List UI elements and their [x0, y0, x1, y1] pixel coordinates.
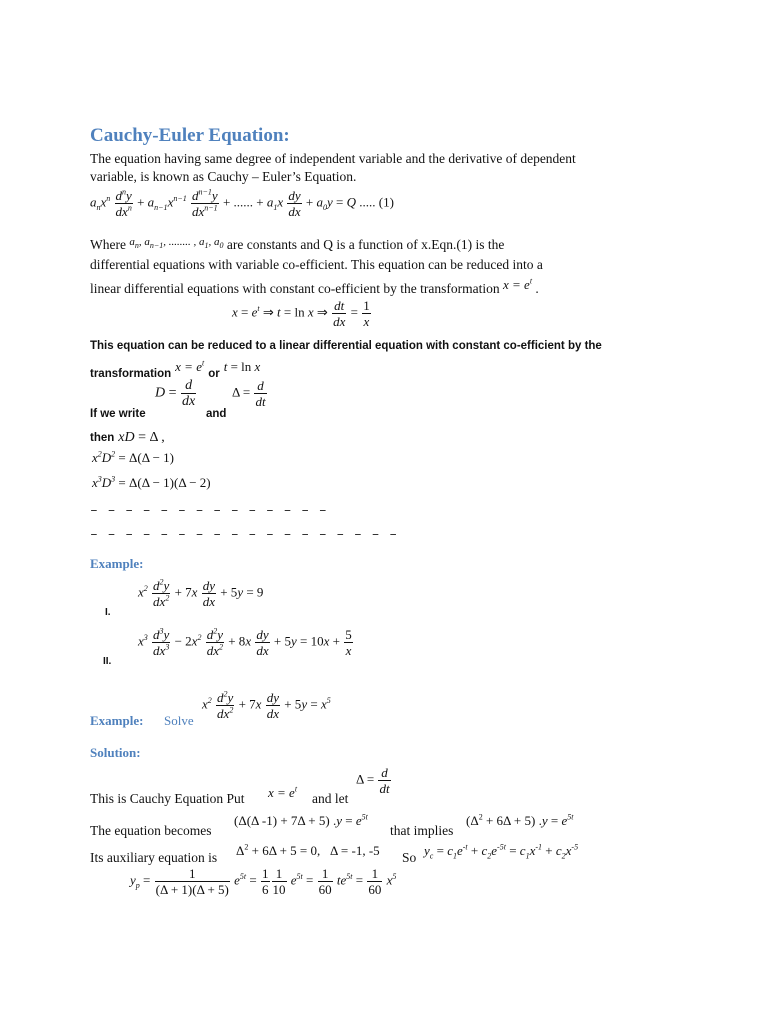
complementary-solution: $y_c = c_1e^{-t} + c_2e^{-5t} = c_1x^{-1} + c_2x^{-5}$ — [424, 842, 579, 861]
aux-eq-text: Its auxiliary equation is — [90, 850, 218, 865]
put-substitution: $x = e^t$ — [268, 784, 298, 800]
implied-equation: $(\Delta^2 + 6\Delta + 5) .y = e^{5t}$ — [466, 812, 574, 828]
roman-numeral-2: II. — [103, 656, 112, 667]
bold-line-1: This equation can be reduced to a linear differential equation with constant co-efficient by the — [90, 340, 602, 352]
bold-or: or — [208, 368, 220, 380]
linear-line: linear differential equations with constant co-efficient by the transformation $x = e^t$ . — [90, 276, 539, 296]
example-heading: Example: — [90, 556, 144, 571]
bold-transformation: transformation — [90, 368, 172, 380]
page-title: Cauchy-Euler Equation: — [90, 125, 290, 146]
and-word: and — [206, 408, 227, 420]
operator-equation: (Δ(Δ -1) + 7Δ + 5) $.y = e^{5t}$ — [234, 812, 368, 828]
roman-numeral-1: I. — [105, 607, 111, 618]
so-word: So — [402, 850, 417, 865]
solve-word: Solve — [164, 713, 194, 728]
where-line — [90, 236, 504, 255]
then-line: then xD = Δ , — [90, 430, 165, 445]
identity-3: $x^3D^3 = \Delta(\Delta - 1)(\Delta - 2)$ — [92, 474, 211, 490]
let-delta: Δ = $\frac{d}{dt}$ — [356, 765, 390, 796]
example-equation-2: $x^3$ $\frac{d^3y}{dx^3}$ − $2x^2$ $\frac{d^2y}{dx^2}$ + 8x $\frac{dy}{dx}$ + 5y = 10x + $\frac{5}{x}$ — [138, 626, 352, 658]
example-equation-1: $x^2$ $\frac{d^2y}{dx^2}$ + 7x $\frac{dy}{dx}$ + 5y = 9 — [138, 577, 264, 609]
linear-line-text: linear differential equations with constant co-efficient by the transformation — [90, 281, 500, 296]
that-implies-text: that implies — [390, 823, 454, 838]
particular-solution: $y_p$ = $\frac{1}{(\Delta + 1)(\Delta + 5)}$ $e^{5t}$ = $\frac{1}{6}$ $\frac{1}{10}$ $e^{5t}$ = $\frac{1}{60}$ $te^{5t}$ = $\frac{1}{60}$ $x^5$ — [130, 866, 397, 897]
if-we-write: If we write — [90, 408, 146, 420]
differential-line: differential equations with variable co-efficient. This equation can be reduced into a — [90, 257, 543, 272]
dash-line-2: – – – – – – – – – – – – – – – – – – — [90, 527, 399, 542]
bold-transformation-line: $_{transformation}$ $x = e^t$ $_{or}$ t = ln x — [90, 358, 261, 380]
eq-becomes-text: The equation becomes — [90, 823, 212, 838]
dash-line-1: – – – – – – – – – – – – – – — [90, 503, 328, 518]
equation-1: $a_nx^n$ $\frac{d^ny}{dx^n}$ + $a_{n-1}x^{n-1}$ $\frac{d^{n-1}y}{dx^{n-1}}$ + ...... + $a_1x$ $\frac{dy}{dx}$ + $a_0y = Q$ ..... (1) — [90, 187, 394, 219]
auxiliary-equation: $\Delta^2 + 6\Delta + 5 = 0$, Δ = -1, -5 — [236, 842, 380, 858]
intro-line-1: The equation having same degree of independent variable and the derivative of dependent — [90, 151, 576, 166]
then-word: then — [90, 432, 115, 444]
solve-equation: $x^2$ $\frac{d^2y}{dx^2}$ + 7x $\frac{dy}{dx}$ + $5y = x^5$ — [202, 689, 331, 721]
intro-paragraph — [90, 150, 576, 186]
coefficients-list: an, an−1, ........ , a1, a0 — [129, 236, 224, 251]
example2-heading: Example: — [90, 713, 144, 728]
where-word: Where — [90, 237, 126, 252]
where-text: are constants and Q is a function of x.Eqn.(1) is the — [226, 237, 505, 252]
d-definition: D = $\frac{d}{dx}$ — [155, 378, 196, 409]
and-let-text: and let — [312, 791, 349, 806]
solution-heading: Solution: — [90, 745, 141, 760]
equation-1-label: ..... (1) — [359, 194, 394, 210]
identity-2: $x^2D^2 = \Delta(\Delta - 1)$ — [92, 449, 174, 465]
transformation-equation: $x = e^t$ ⇒ t = ln x ⇒ $\frac{dt}{dx}$ = $\frac{1}{x}$ — [232, 298, 370, 329]
intro-line-2: variable, is known as Cauchy – Euler’s Equation. — [90, 169, 357, 184]
cauchy-put-text: This is Cauchy Equation Put — [90, 791, 245, 806]
delta-definition: Δ = $\frac{d}{dt}$ — [232, 378, 266, 409]
